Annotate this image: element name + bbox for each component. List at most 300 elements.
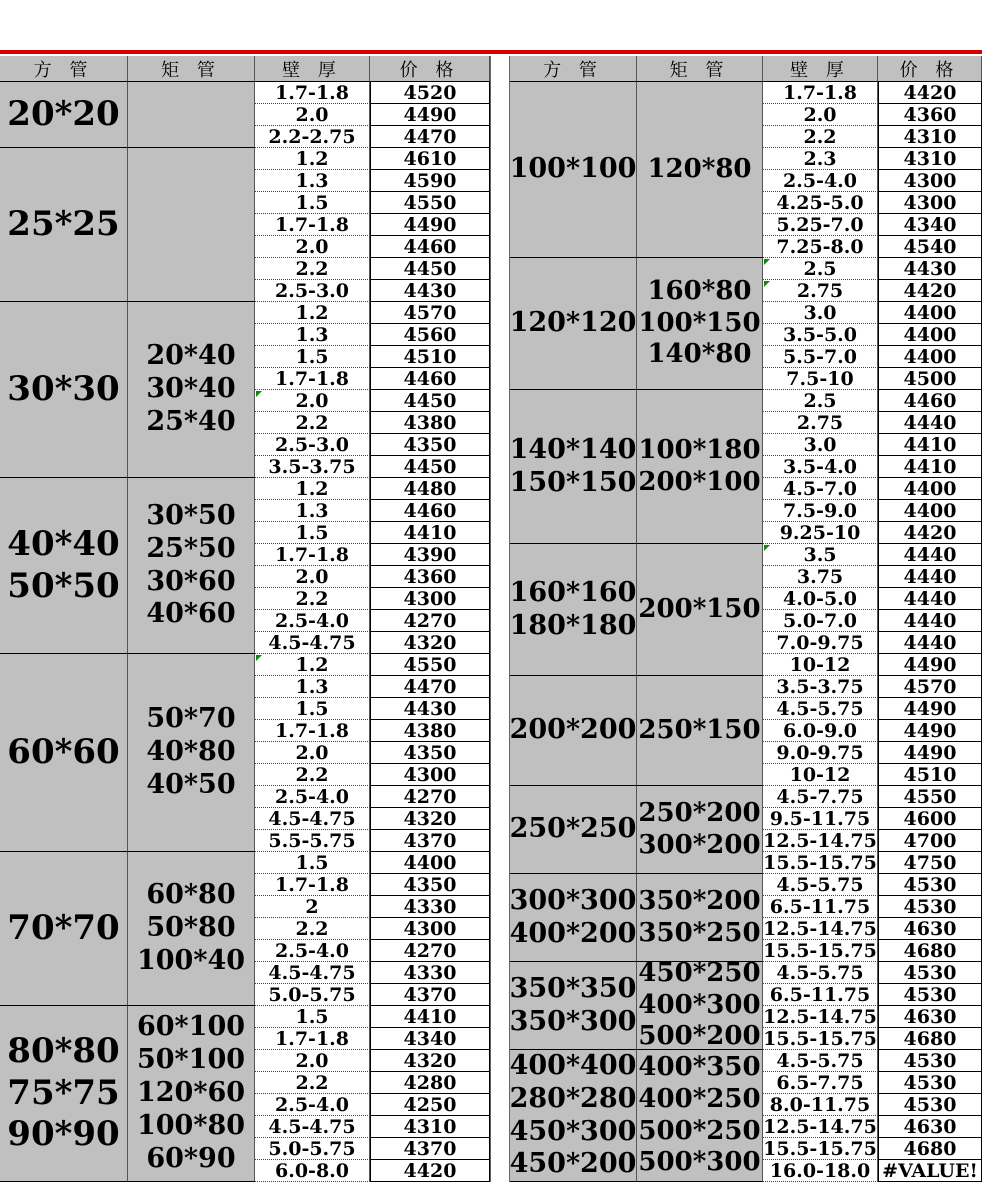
price-cell[interactable]: 4320 — [370, 1050, 490, 1072]
thickness-cell[interactable]: 2.5-4.0 — [255, 786, 370, 808]
price-cell[interactable]: 4460 — [878, 390, 982, 412]
thickness-cell[interactable]: 2.2 — [763, 126, 878, 148]
rect-size-cell — [637, 962, 763, 1050]
price-cell[interactable]: 4430 — [370, 698, 490, 720]
rect-size-cell — [128, 148, 255, 302]
rect-size-cell — [128, 302, 255, 478]
rect-size-label: 100*150 — [638, 307, 761, 338]
square-size-cell — [0, 82, 128, 148]
price-cell[interactable]: 4530 — [878, 1094, 982, 1116]
price-cell[interactable]: 4330 — [370, 962, 490, 984]
thickness-cell[interactable]: 7.0-9.75 — [763, 632, 878, 654]
header-thickness: 壁 厚 — [763, 56, 878, 82]
thickness-cell[interactable]: 5.5-7.0 — [763, 346, 878, 368]
thickness-cell[interactable]: 8.0-11.75 — [763, 1094, 878, 1116]
square-size-label: 140*140 — [510, 433, 637, 465]
rect-size-label: 30*60 — [146, 565, 236, 597]
thickness-cell[interactable]: 15.5-15.75 — [763, 1138, 877, 1160]
thickness-cell[interactable]: 16.0-18.0 — [763, 1160, 878, 1182]
thickness-cell[interactable]: 4.5-7.0 — [763, 478, 878, 500]
rect-size-cell — [637, 676, 763, 786]
thickness-cell[interactable]: 5.0-5.75 — [255, 1138, 370, 1160]
square-size-label: 400*200 — [510, 917, 637, 949]
square-size-cell — [510, 390, 637, 544]
thickness-cell[interactable]: 4.5-7.75 — [763, 786, 878, 808]
square-size-cell — [0, 302, 128, 478]
price-cell[interactable]: 4550 — [878, 786, 982, 808]
thickness-cell[interactable]: 4.5-5.75 — [763, 962, 878, 984]
thickness-cell[interactable]: 6.5-11.75 — [763, 896, 878, 918]
price-cell[interactable]: 4490 — [878, 698, 982, 720]
price-cell[interactable]: 4510 — [370, 346, 490, 368]
price-cell[interactable]: 4400 — [878, 478, 982, 500]
thickness-cell[interactable]: 3.75 — [763, 566, 878, 588]
thickness-cell[interactable]: 2.0 — [763, 104, 878, 126]
price-cell[interactable]: 4630 — [878, 918, 982, 940]
header-thickness: 壁 厚 — [255, 56, 370, 82]
rect-size-label: 500*200 — [638, 1021, 761, 1050]
price-cell[interactable]: 4370 — [370, 984, 490, 1006]
rect-size-cell — [637, 874, 763, 962]
price-cell[interactable]: 4480 — [370, 478, 490, 500]
rect-size-label: 120*60 — [136, 1077, 246, 1109]
thickness-cell[interactable]: 1.7-1.8 — [255, 720, 370, 742]
price-cell[interactable]: 4680 — [878, 1028, 982, 1050]
thickness-cell[interactable]: 6.0-8.0 — [255, 1160, 370, 1182]
error-indicator-icon — [764, 545, 770, 551]
thickness-cell[interactable]: 4.5-4.75 — [255, 962, 370, 984]
price-cell[interactable]: 4610 — [370, 148, 490, 170]
price-cell[interactable]: 4310 — [370, 1116, 490, 1138]
thickness-cell[interactable]: 2.5-3.0 — [255, 434, 370, 456]
thickness-cell[interactable]: 3.0 — [763, 302, 878, 324]
price-cell[interactable]: 4340 — [370, 1028, 490, 1050]
thickness-cell[interactable]: 2.75 — [763, 412, 878, 434]
price-cell[interactable]: 4490 — [370, 104, 490, 126]
price-cell[interactable]: 4680 — [878, 1138, 982, 1160]
price-cell[interactable]: 4380 — [370, 412, 490, 434]
price-cell[interactable]: 4510 — [878, 764, 982, 786]
thickness-cell[interactable]: 1.3 — [255, 324, 370, 346]
thickness-cell[interactable]: 7.25-8.0 — [763, 236, 878, 258]
thickness-cell[interactable]: 3.5-4.0 — [763, 456, 878, 478]
rect-size-cell — [637, 786, 763, 874]
header-square: 方 管 — [510, 56, 637, 82]
rect-size-label: 500*250 — [638, 1115, 761, 1146]
thickness-cell[interactable]: 9.0-9.75 — [763, 742, 878, 764]
square-size-cell — [510, 82, 637, 258]
thickness-cell[interactable]: 1.2 — [255, 654, 370, 676]
price-cell[interactable]: 4370 — [370, 1138, 490, 1160]
thickness-cell[interactable]: 2.0 — [255, 390, 370, 412]
rect-size-cell — [637, 82, 763, 258]
price-cell[interactable]: 4530 — [878, 874, 982, 896]
square-size-cell — [0, 478, 128, 654]
thickness-cell[interactable]: 1.5 — [255, 698, 370, 720]
price-cell[interactable]: 4420 — [878, 280, 982, 302]
thickness-cell[interactable]: 2.0 — [255, 742, 370, 764]
rect-size-label: 100*80 — [136, 1109, 246, 1141]
price-cell[interactable]: 4300 — [370, 918, 490, 940]
thickness-cell[interactable]: 4.5-5.75 — [763, 874, 878, 896]
price-cell[interactable]: 4300 — [878, 170, 982, 192]
thickness-cell[interactable]: 4.25-5.0 — [763, 192, 878, 214]
price-cell[interactable]: 4310 — [878, 148, 982, 170]
thickness-cell[interactable]: 2.3 — [763, 148, 878, 170]
thickness-cell[interactable]: 4.5-4.75 — [255, 808, 370, 830]
thickness-cell[interactable]: 4.0-5.0 — [763, 588, 878, 610]
price-cell[interactable]: 4300 — [370, 588, 490, 610]
rect-size-label: 50*70 — [146, 703, 236, 735]
price-cell[interactable]: 4400 — [878, 346, 982, 368]
thickness-cell[interactable]: 15.5-15.75 — [763, 1028, 877, 1050]
price-cell[interactable]: 4540 — [878, 236, 982, 258]
price-cell[interactable]: 4400 — [878, 324, 982, 346]
price-cell[interactable]: 4470 — [370, 126, 490, 148]
price-cell[interactable]: 4450 — [370, 456, 490, 478]
square-size-cell — [510, 874, 637, 962]
price-cell[interactable]: 4420 — [370, 1160, 490, 1182]
price-cell[interactable]: 4440 — [878, 632, 982, 654]
price-cell[interactable]: 4630 — [878, 1116, 982, 1138]
rect-size-cell — [637, 1050, 763, 1182]
thickness-cell[interactable]: 3.5-5.0 — [763, 324, 878, 346]
thickness-cell[interactable]: 15.5-15.75 — [763, 940, 877, 962]
thickness-cell[interactable]: 10-12 — [763, 654, 878, 676]
square-size-label: 450*200 — [510, 1148, 637, 1180]
price-cell[interactable]: 4440 — [878, 412, 982, 434]
price-cell[interactable]: 4380 — [370, 720, 490, 742]
price-cell[interactable]: 4300 — [370, 764, 490, 786]
square-size-label: 250*250 — [510, 813, 637, 845]
rect-size-label: 500*300 — [638, 1147, 761, 1178]
thickness-cell[interactable]: 12.5-14.75 — [763, 1006, 877, 1028]
thickness-cell[interactable]: 9.25-10 — [763, 522, 878, 544]
thickness-cell[interactable]: 1.7-1.8 — [255, 214, 370, 236]
rect-size-label: 50*80 — [146, 912, 236, 944]
square-size-label: 450*300 — [510, 1115, 637, 1147]
square-size-cell — [0, 1006, 128, 1182]
thickness-cell[interactable]: 5.5-5.75 — [255, 830, 370, 852]
price-cell[interactable]: 4530 — [878, 896, 982, 918]
square-size-label: 60*60 — [7, 731, 120, 772]
square-size-cell — [510, 1050, 637, 1182]
thickness-cell[interactable]: 2.5-4.0 — [255, 1094, 370, 1116]
price-cell[interactable]: 4440 — [878, 610, 982, 632]
thickness-cell[interactable]: 2.2-2.75 — [255, 126, 370, 148]
header-square: 方 管 — [0, 56, 128, 82]
price-cell[interactable]: 4270 — [370, 786, 490, 808]
thickness-cell[interactable]: 6.5-11.75 — [763, 984, 878, 1006]
square-size-label: 400*400 — [510, 1050, 637, 1081]
price-cell[interactable]: 4400 — [370, 852, 490, 874]
thickness-cell[interactable]: 2.2 — [255, 258, 370, 280]
price-cell[interactable]: 4460 — [370, 368, 490, 390]
price-cell[interactable]: 4430 — [878, 258, 982, 280]
square-size-label: 40*40 — [7, 524, 120, 565]
thickness-cell[interactable]: 4.5-4.75 — [255, 1116, 370, 1138]
square-size-label: 350*300 — [510, 1005, 637, 1037]
square-size-label: 350*350 — [510, 972, 637, 1004]
price-cell[interactable]: 4550 — [370, 654, 490, 676]
thickness-cell[interactable]: 1.7-1.8 — [255, 874, 370, 896]
price-cell[interactable]: 4490 — [370, 214, 490, 236]
price-cell[interactable]: 4590 — [370, 170, 490, 192]
rect-size-label: 350*200 — [638, 885, 761, 916]
thickness-cell[interactable]: 1.2 — [255, 302, 370, 324]
thickness-cell[interactable]: 2.5 — [763, 258, 878, 280]
square-size-cell — [0, 852, 128, 1006]
rect-size-label: 100*180 — [638, 434, 761, 465]
price-cell[interactable]: 4460 — [370, 236, 490, 258]
thickness-cell[interactable]: 2.0 — [255, 104, 370, 126]
rect-size-label: 200*150 — [638, 593, 761, 624]
square-size-label: 180*180 — [510, 609, 637, 641]
rect-size-label: 100*40 — [136, 944, 246, 976]
rect-size-cell — [128, 654, 255, 852]
thickness-cell[interactable]: 1.7-1.8 — [255, 544, 370, 566]
price-cell[interactable]: 4420 — [878, 522, 982, 544]
price-cell[interactable]: 4530 — [878, 1072, 982, 1094]
thickness-cell[interactable]: 1.5 — [255, 192, 370, 214]
thickness-cell[interactable]: 10-12 — [763, 764, 878, 786]
thickness-cell[interactable]: 1.7-1.8 — [763, 82, 878, 104]
price-cell[interactable]: 4440 — [878, 544, 982, 566]
price-cell[interactable]: 4530 — [878, 962, 982, 984]
price-cell[interactable]: 4460 — [370, 500, 490, 522]
price-cell[interactable]: 4340 — [878, 214, 982, 236]
price-cell[interactable]: 4500 — [878, 368, 982, 390]
price-cell[interactable]: 4430 — [370, 280, 490, 302]
rect-size-label: 250*200 — [638, 797, 761, 828]
price-cell[interactable]: 4450 — [370, 390, 490, 412]
price-cell[interactable]: 4440 — [878, 566, 982, 588]
price-cell[interactable]: 4410 — [878, 456, 982, 478]
square-size-label: 280*280 — [510, 1082, 637, 1114]
thickness-cell[interactable]: 1.3 — [255, 676, 370, 698]
thickness-cell[interactable]: 1.2 — [255, 478, 370, 500]
price-cell[interactable]: 4570 — [370, 302, 490, 324]
thickness-cell[interactable]: 9.5-11.75 — [763, 808, 878, 830]
thickness-cell[interactable]: 2.5-4.0 — [763, 170, 878, 192]
error-indicator-icon — [764, 281, 770, 287]
price-cell[interactable]: 4330 — [370, 896, 490, 918]
thickness-cell[interactable]: 2.2 — [255, 588, 370, 610]
thickness-cell[interactable]: 5.0-7.0 — [763, 610, 878, 632]
rect-size-label: 140*80 — [647, 339, 752, 370]
rect-size-label: 160*80 — [647, 275, 752, 306]
price-cell[interactable]: 4750 — [878, 852, 982, 874]
price-cell[interactable]: 4400 — [878, 302, 982, 324]
price-cell[interactable]: 4320 — [370, 808, 490, 830]
thickness-cell[interactable]: 1.3 — [255, 170, 370, 192]
header-price: 价 格 — [878, 56, 982, 82]
price-cell[interactable]: 4280 — [370, 1072, 490, 1094]
price-cell[interactable]: 4470 — [370, 676, 490, 698]
price-cell[interactable]: 4530 — [878, 1050, 982, 1072]
square-size-label: 300*300 — [510, 884, 637, 916]
rect-size-label: 40*80 — [146, 736, 236, 768]
rect-size-label: 25*40 — [146, 405, 236, 437]
square-size-label: 200*200 — [510, 714, 637, 746]
price-cell[interactable]: 4410 — [370, 522, 490, 544]
thickness-cell[interactable]: 1.5 — [255, 1006, 370, 1028]
thickness-cell[interactable]: 3.5-3.75 — [763, 676, 878, 698]
rect-size-label: 200*100 — [638, 466, 761, 497]
sheet-top-border — [0, 50, 982, 54]
thickness-cell[interactable]: 4.5-5.75 — [763, 1050, 878, 1072]
price-cell[interactable]: 4370 — [370, 830, 490, 852]
rect-size-label: 60*90 — [146, 1142, 236, 1174]
error-indicator-icon — [256, 391, 262, 397]
price-cell[interactable]: 4270 — [370, 940, 490, 962]
price-cell[interactable]: 4310 — [878, 126, 982, 148]
thickness-cell[interactable]: 1.7-1.8 — [255, 82, 370, 104]
thickness-cell[interactable]: 12.5-14.75 — [763, 1116, 877, 1138]
price-cell[interactable]: 4350 — [370, 874, 490, 896]
square-size-label: 160*160 — [510, 576, 637, 608]
rect-size-label: 450*250 — [638, 962, 761, 988]
thickness-cell[interactable]: 3.5 — [763, 544, 878, 566]
price-cell[interactable]: 4390 — [370, 544, 490, 566]
column-gap — [490, 56, 510, 1182]
thickness-cell[interactable]: 12.5-14.75 — [763, 918, 877, 940]
rect-size-label: 250*150 — [638, 714, 761, 745]
price-cell[interactable]: 4410 — [370, 1006, 490, 1028]
square-size-label: 50*50 — [7, 565, 120, 606]
rect-size-label: 60*80 — [146, 879, 236, 911]
thickness-cell[interactable]: 2.5 — [763, 390, 878, 412]
price-cell[interactable]: 4350 — [370, 434, 490, 456]
price-cell[interactable]: 4550 — [370, 192, 490, 214]
thickness-cell[interactable]: 4.5-5.75 — [763, 698, 878, 720]
thickness-cell[interactable]: 2.0 — [255, 236, 370, 258]
square-size-label: 75*75 — [7, 1072, 120, 1113]
square-size-label: 90*90 — [7, 1114, 120, 1155]
rect-size-cell — [128, 82, 255, 148]
thickness-cell[interactable]: 1.7-1.8 — [255, 1028, 370, 1050]
price-table — [0, 56, 982, 1182]
square-size-cell — [510, 962, 637, 1050]
thickness-cell[interactable]: 2 — [255, 896, 370, 918]
price-cell[interactable]: 4530 — [878, 984, 982, 1006]
rect-size-label: 30*40 — [146, 373, 236, 405]
square-size-label: 30*30 — [7, 368, 120, 409]
price-cell[interactable]: 4410 — [878, 434, 982, 456]
price-cell[interactable]: 4600 — [878, 808, 982, 830]
price-cell[interactable]: 4350 — [370, 742, 490, 764]
price-cell[interactable]: 4320 — [370, 632, 490, 654]
rect-size-label: 20*40 — [146, 340, 236, 372]
header-rect: 矩 管 — [637, 56, 763, 82]
thickness-cell[interactable]: 12.5-14.75 — [763, 830, 877, 852]
thickness-cell[interactable]: 15.5-15.75 — [763, 852, 877, 874]
thickness-cell[interactable]: 1.5 — [255, 522, 370, 544]
rect-size-label: 60*100 — [136, 1011, 246, 1043]
thickness-cell[interactable]: 6.5-7.75 — [763, 1072, 878, 1094]
price-cell[interactable]: 4570 — [878, 676, 982, 698]
thickness-cell[interactable]: 3.0 — [763, 434, 878, 456]
rect-size-label: 400*350 — [638, 1052, 761, 1083]
rect-size-label: 350*250 — [638, 917, 761, 948]
price-cell[interactable]: 4700 — [878, 830, 982, 852]
thickness-cell[interactable]: 2.2 — [255, 1072, 370, 1094]
price-cell[interactable]: 4400 — [878, 500, 982, 522]
square-size-cell — [510, 258, 637, 390]
thickness-cell[interactable]: 2.75 — [763, 280, 878, 302]
rect-size-cell — [637, 390, 763, 544]
thickness-cell[interactable]: 2.5-4.0 — [255, 610, 370, 632]
price-cell[interactable]: 4520 — [370, 82, 490, 104]
price-cell[interactable]: 4450 — [370, 258, 490, 280]
price-cell[interactable]: #VALUE! — [878, 1160, 982, 1182]
price-cell[interactable]: 4270 — [370, 610, 490, 632]
thickness-cell[interactable]: 3.5-3.75 — [255, 456, 370, 478]
price-cell[interactable]: 4630 — [878, 1006, 982, 1028]
price-cell[interactable]: 4360 — [370, 566, 490, 588]
square-size-label: 70*70 — [7, 907, 120, 948]
square-size-cell — [0, 654, 128, 852]
thickness-cell[interactable]: 1.3 — [255, 500, 370, 522]
thickness-cell[interactable]: 2.2 — [255, 918, 370, 940]
square-size-cell — [0, 148, 128, 302]
square-size-cell — [510, 544, 637, 676]
square-size-label: 25*25 — [7, 203, 120, 244]
thickness-cell[interactable]: 6.0-9.0 — [763, 720, 878, 742]
thickness-cell[interactable]: 7.5-9.0 — [763, 500, 878, 522]
thickness-cell[interactable]: 2.2 — [255, 412, 370, 434]
toolbar-area — [0, 0, 982, 52]
thickness-cell[interactable]: 4.5-4.75 — [255, 632, 370, 654]
thickness-cell[interactable]: 5.0-5.75 — [255, 984, 370, 1006]
price-cell[interactable]: 4560 — [370, 324, 490, 346]
price-cell[interactable]: 4680 — [878, 940, 982, 962]
price-cell[interactable]: 4440 — [878, 588, 982, 610]
square-size-cell — [510, 676, 637, 786]
price-cell[interactable]: 4490 — [878, 742, 982, 764]
price-cell[interactable]: 4490 — [878, 720, 982, 742]
price-cell[interactable]: 4420 — [878, 82, 982, 104]
rect-size-label: 40*50 — [146, 768, 236, 800]
rect-size-cell — [128, 852, 255, 1006]
rect-size-cell — [637, 544, 763, 676]
thickness-cell[interactable]: 2.0 — [255, 1050, 370, 1072]
thickness-cell[interactable]: 2.0 — [255, 566, 370, 588]
thickness-cell[interactable]: 2.2 — [255, 764, 370, 786]
thickness-cell[interactable]: 1.2 — [255, 148, 370, 170]
rect-size-cell — [128, 478, 255, 654]
thickness-cell[interactable]: 5.25-7.0 — [763, 214, 878, 236]
thickness-cell[interactable]: 2.5-4.0 — [255, 940, 370, 962]
thickness-cell[interactable]: 1.5 — [255, 346, 370, 368]
thickness-cell[interactable]: 1.7-1.8 — [255, 368, 370, 390]
price-cell[interactable]: 4490 — [878, 654, 982, 676]
price-cell[interactable]: 4300 — [878, 192, 982, 214]
thickness-cell[interactable]: 7.5-10 — [763, 368, 878, 390]
rect-size-cell — [128, 1006, 255, 1182]
thickness-cell[interactable]: 1.5 — [255, 852, 370, 874]
thickness-cell[interactable]: 2.5-3.0 — [255, 280, 370, 302]
price-cell[interactable]: 4250 — [370, 1094, 490, 1116]
error-indicator-icon — [256, 655, 262, 661]
rect-size-label: 300*200 — [638, 829, 761, 860]
rect-size-label: 30*50 — [146, 499, 236, 531]
square-size-label: 20*20 — [7, 93, 120, 134]
price-cell[interactable]: 4360 — [878, 104, 982, 126]
rect-size-label: 25*50 — [146, 532, 236, 564]
square-size-label: 120*120 — [510, 307, 637, 339]
rect-size-label: 400*250 — [638, 1083, 761, 1114]
